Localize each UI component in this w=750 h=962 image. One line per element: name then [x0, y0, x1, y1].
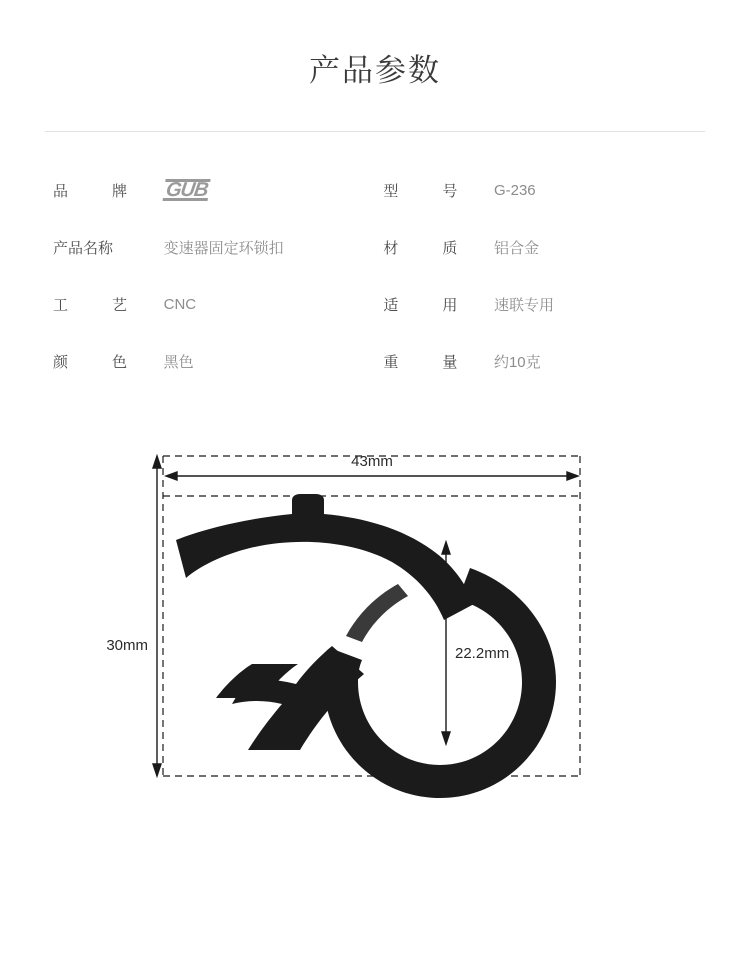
table-row — [45, 162, 705, 219]
spec-label-model: 型 号 — [383, 183, 458, 201]
spec-value-weight: 约10克 — [493, 354, 541, 372]
table-row — [45, 333, 705, 390]
gub-logo-text: GUB — [164, 179, 209, 202]
spec-value-cell — [494, 219, 705, 276]
table-row — [45, 219, 705, 276]
spec-label-cell — [45, 162, 164, 219]
spec-label-cell — [375, 219, 494, 276]
spec-label-process: 工 艺 — [53, 297, 127, 315]
height-dimension — [153, 456, 161, 776]
spec-value-color: 黑色 — [163, 354, 194, 372]
spec-label-brand: 品 牌 — [53, 183, 127, 201]
width-dimension — [166, 472, 578, 480]
spec-value-cell — [494, 333, 705, 390]
table-row — [45, 276, 705, 333]
spec-label-cell — [45, 276, 164, 333]
spec-label-cell — [375, 333, 494, 390]
gub-logo — [162, 179, 211, 202]
title-divider — [45, 131, 705, 132]
inner-diameter-label: 22.2mm — [455, 645, 510, 663]
spec-label-cell — [45, 219, 164, 276]
spec-value-cell — [164, 333, 376, 390]
page-title: 产品参数 — [309, 53, 441, 88]
spec-label-color: 颜 色 — [53, 354, 127, 372]
spec-value-material: 铝合金 — [493, 240, 539, 258]
spec-value-cell — [164, 162, 376, 219]
spec-value-cell — [164, 276, 376, 333]
spec-value-model: G-236 — [493, 181, 536, 199]
spec-value-cell — [164, 219, 376, 276]
spec-label-cell — [45, 333, 164, 390]
spec-label-weight: 重 量 — [383, 354, 458, 372]
spec-value-process: CNC — [163, 295, 197, 313]
product-dimension-diagram — [0, 408, 750, 868]
ring-highlight — [346, 584, 408, 642]
spec-value-application: 速联专用 — [493, 297, 554, 315]
spec-value-cell — [494, 162, 705, 219]
spec-value-cell — [494, 276, 705, 333]
spec-label-product-name: 产品名称 — [53, 240, 114, 258]
upper-arm-slot — [235, 549, 355, 580]
height-label: 30mm — [106, 637, 148, 655]
width-label: 43mm — [351, 453, 393, 471]
spec-label-cell — [375, 276, 494, 333]
spec-value-product-name: 变速器固定环锁扣 — [163, 240, 284, 258]
spec-label-application: 适 用 — [383, 297, 458, 315]
spec-label-cell — [375, 162, 494, 219]
spec-table — [45, 162, 705, 390]
spec-label-material: 材 质 — [383, 240, 458, 258]
